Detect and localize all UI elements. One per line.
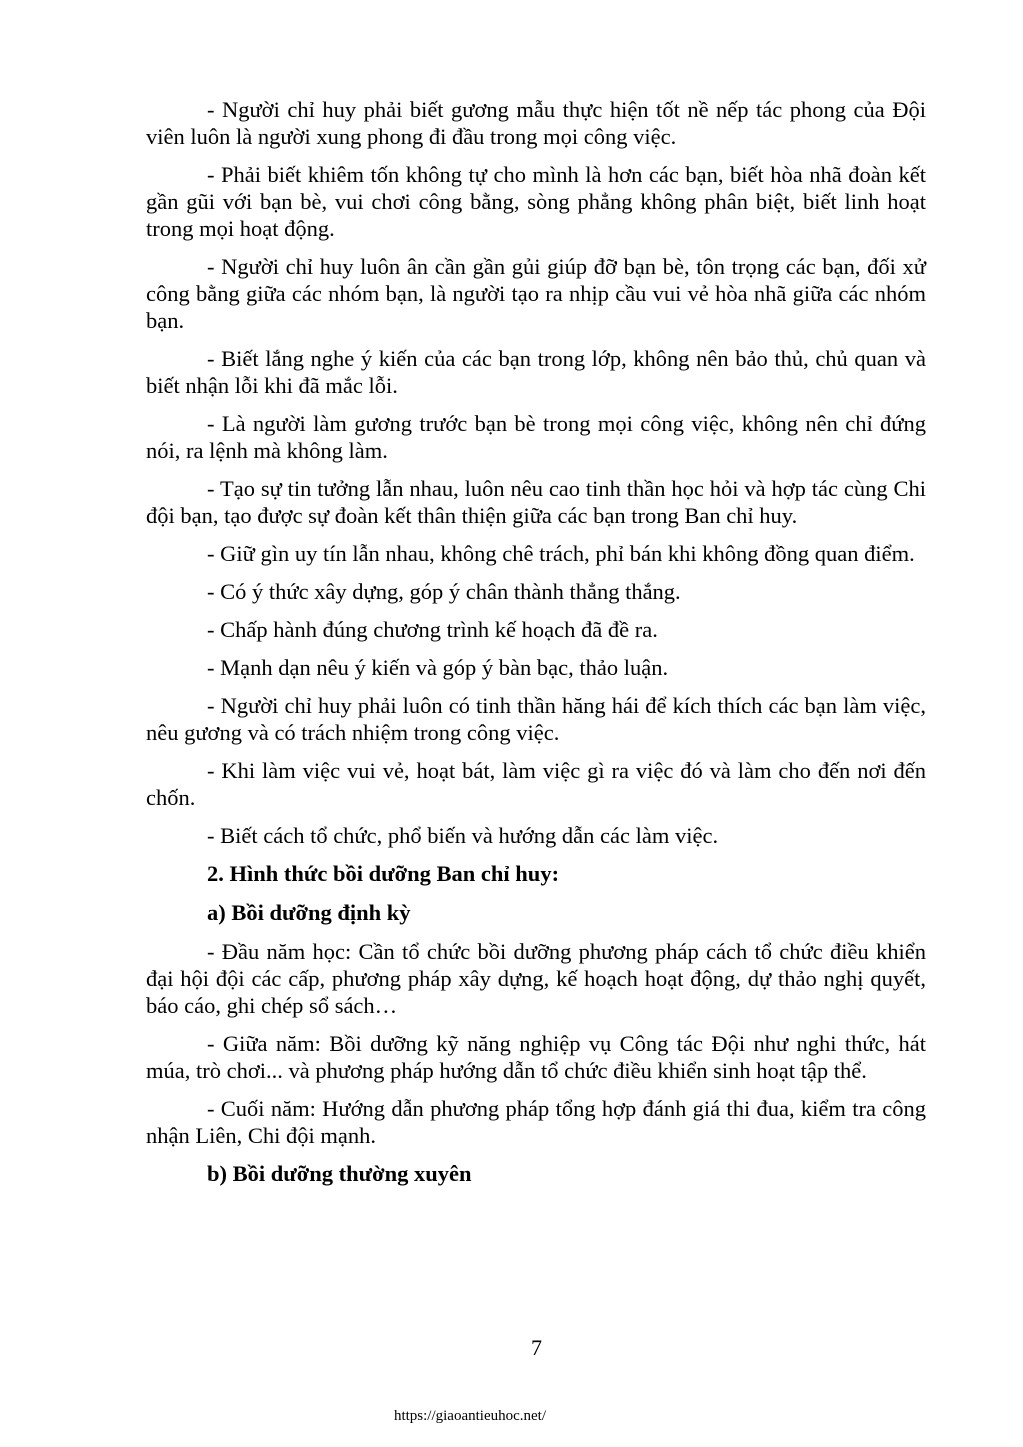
footer-url: https://giaoantieuhoc.net/	[393, 1408, 547, 1424]
paragraph: - Đầu năm học: Cần tổ chức bồi dưỡng phương pháp cách tổ chức điều khiển đại hội đội các cấp, phương pháp xây dựng, kế hoạch hoạt động, dự thảo nghị quyết, báo cáo, ghi chép sổ sách…	[146, 939, 926, 1018]
subsection-heading-a: a) Bồi dưỡng định kỳ	[207, 900, 411, 925]
paragraph: - Người chỉ huy phải biết gương mẫu thực hiện tốt nề nếp tác phong của Đội viên luôn là người xung phong đi đầu trong mọi công việc.	[146, 97, 926, 149]
paragraph: - Phải biết khiêm tốn không tự cho mình là hơn các bạn, biết hòa nhã đoàn kết gần gũi với bạn bè, vui chơi công bằng, sòng phẳng không phân biệt, biết linh hoạt trong mọi hoạt động.	[146, 162, 926, 241]
page-number: 7	[531, 1335, 542, 1360]
paragraph: - Có ý thức xây dựng, góp ý chân thành thẳng thắng.	[207, 579, 681, 604]
paragraph: - Tạo sự tin tưởng lẫn nhau, luôn nêu cao tinh thần học hỏi và hợp tác cùng Chi đội bạn, tạo được sự đoàn kết thân thiện giữa các bạn trong Ban chỉ huy.	[146, 476, 926, 528]
document-body	[146, 96, 926, 1199]
paragraph: - Giữa năm: Bồi dưỡng kỹ năng nghiệp vụ Công tác Đội như nghi thức, hát múa, trò chơi... và phương pháp hướng dẫn tổ chức điều khiển sinh hoạt tập thể.	[146, 1031, 926, 1083]
paragraph: - Chấp hành đúng chương trình kế hoạch đã đề ra.	[207, 617, 658, 642]
paragraph: - Khi làm việc vui vẻ, hoạt bát, làm việc gì ra việc đó và làm cho đến nơi đến chốn.	[146, 758, 926, 810]
paragraph: - Là người làm gương trước bạn bè trong mọi công việc, không nên chỉ đứng nói, ra lệnh mà không làm.	[146, 411, 926, 463]
paragraph: - Người chỉ huy luôn ân cần gần gủi giúp đỡ bạn bè, tôn trọng các bạn, đối xử công bằng giữa các nhóm bạn, là người tạo ra nhịp cầu vui vẻ hòa nhã giữa các nhóm bạn.	[146, 254, 926, 333]
section-heading: 2. Hình thức bồi dưỡng Ban chỉ huy:	[207, 861, 560, 886]
paragraph: - Giữ gìn uy tín lẫn nhau, không chê trách, phỉ bán khi không đồng quan điểm.	[207, 541, 915, 566]
subsection-heading-b: b) Bồi dưỡng thường xuyên	[207, 1161, 472, 1186]
paragraph: - Mạnh dạn nêu ý kiến và góp ý bàn bạc, thảo luận.	[207, 655, 669, 680]
paragraph: - Người chỉ huy phải luôn có tinh thần hăng hái để kích thích các bạn làm việc, nêu gương và có trách nhiệm trong công việc.	[146, 693, 926, 745]
paragraph: - Cuối năm: Hướng dẫn phương pháp tổng hợp đánh giá thi đua, kiểm tra công nhận Liên, Chi đội mạnh.	[146, 1096, 926, 1148]
paragraph: - Biết cách tổ chức, phổ biến và hướng dẫn các làm việc.	[207, 823, 719, 848]
paragraph: - Biết lắng nghe ý kiến của các bạn trong lớp, không nên bảo thủ, chủ quan và biết nhận lỗi khi đã mắc lỗi.	[146, 346, 926, 398]
